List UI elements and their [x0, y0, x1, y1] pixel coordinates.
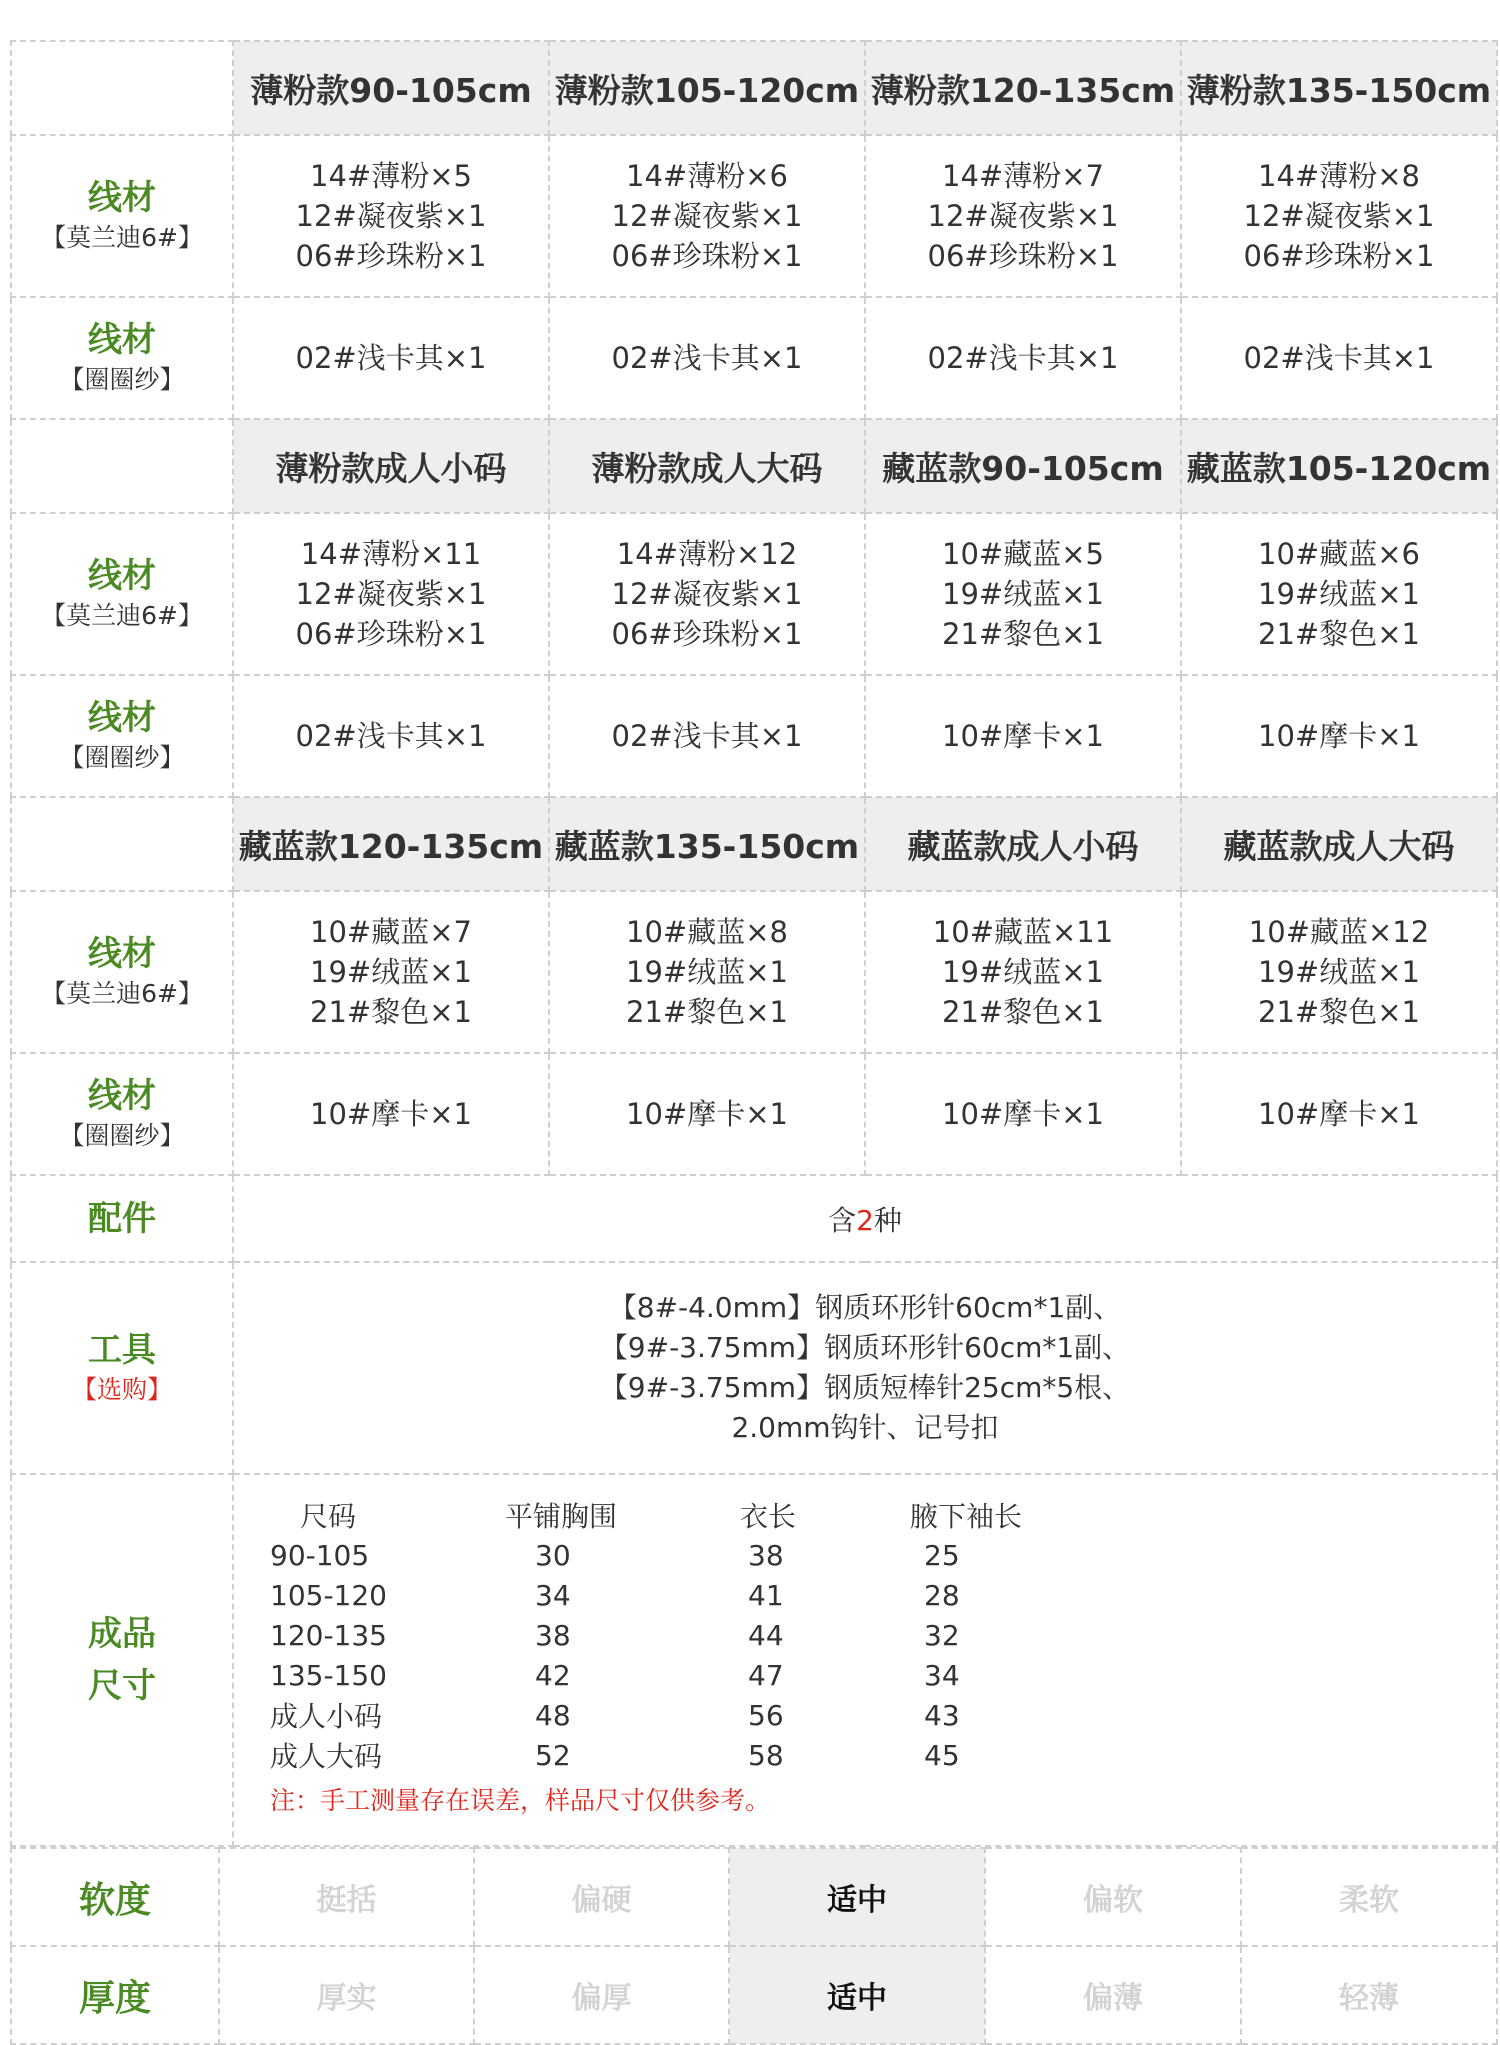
size-chart-value: 44 [748, 1618, 784, 1652]
rating-option: 轻薄 [1241, 1946, 1497, 2044]
tools-row [11, 1262, 1497, 1474]
yarn-item: 12#凝夜紫×1 [295, 577, 487, 611]
yarn-list-cell [1181, 513, 1497, 675]
yarn-list-cell [865, 135, 1181, 297]
style-size-header [233, 419, 549, 513]
header-label: 薄粉款90-105cm [250, 70, 532, 110]
yarn-item: 12#凝夜紫×1 [927, 199, 1119, 233]
yarn-list-cell [549, 513, 865, 675]
size-chart-cell [233, 1474, 1497, 1846]
size-chart-header [270, 1495, 1060, 1535]
yarn-item: 21#黎色×1 [1258, 995, 1420, 1029]
yarn-label: 线材 [88, 320, 156, 360]
row-label [11, 513, 233, 675]
yarn-item: 10#藏蓝×12 [1248, 915, 1430, 949]
yarn-label: 线材 [88, 178, 156, 218]
style-size-header [1181, 41, 1497, 135]
size-chart-value: 34 [924, 1658, 960, 1692]
size-chart [270, 1495, 1060, 1775]
yarn-item: 19#绒蓝×1 [310, 955, 472, 989]
yarn-item: 12#凝夜紫×1 [611, 577, 803, 611]
yarn-item: 02#浅卡其×1 [611, 719, 803, 753]
tool-item: 【8#-4.0mm】钢质环形针60cm*1副、 [608, 1291, 1122, 1324]
header-label: 藏蓝款90-105cm [882, 448, 1164, 488]
yarn-item: 12#凝夜紫×1 [295, 199, 487, 233]
rating-option: 偏薄 [985, 1946, 1241, 2044]
size-chart-row [270, 1735, 1060, 1775]
size-chart-value: 52 [535, 1738, 571, 1772]
yarn-item: 21#黎色×1 [942, 995, 1104, 1029]
size-chart-value: 58 [748, 1738, 784, 1772]
header-label: 薄粉款成人大码 [591, 448, 823, 488]
yarn-list-cell [549, 675, 865, 797]
header-row [11, 419, 1497, 513]
yarn-item: 10#摩卡×1 [626, 1097, 788, 1131]
yarn-spec-table [10, 40, 1498, 1847]
size-chart-value: 90-105 [270, 1538, 370, 1572]
yarn-item: 14#薄粉×11 [300, 537, 482, 571]
yarn-item: 19#绒蓝×1 [1258, 955, 1420, 989]
yarn-list-cell [1181, 675, 1497, 797]
yarn-list-cell [233, 297, 549, 419]
yarn-list-cell [1181, 891, 1497, 1053]
yarn-list-cell [233, 135, 549, 297]
yarn-type-label: 【圈圈纱】 [59, 743, 185, 772]
yarn-list-cell [1181, 297, 1497, 419]
yarn-item: 10#摩卡×1 [310, 1097, 472, 1131]
size-chart-value: 成人小码 [270, 1700, 383, 1733]
row-label [11, 1474, 233, 1846]
yarn-item: 19#绒蓝×1 [942, 955, 1104, 989]
header-label: 藏蓝款120-135cm [238, 826, 544, 866]
size-chart-value: 47 [748, 1658, 784, 1692]
header-label: 藏蓝款135-150cm [554, 826, 860, 866]
size-chart-value: 38 [748, 1538, 784, 1572]
size-chart-value: 43 [924, 1698, 960, 1732]
tool-item: 2.0mm钩针、记号扣 [731, 1411, 999, 1444]
header-label: 薄粉款120-135cm [870, 70, 1176, 110]
header-label: 藏蓝款105-120cm [1186, 448, 1492, 488]
yarn-list-cell [233, 891, 549, 1053]
size-chart-value: 32 [924, 1618, 960, 1652]
row-label [11, 1053, 233, 1175]
yarn-label: 线材 [88, 934, 156, 974]
style-size-header [1181, 797, 1497, 891]
yarn-item: 10#藏蓝×8 [626, 915, 788, 949]
size-chart-value: 45 [924, 1738, 960, 1772]
yarn-item: 06#珍珠粉×1 [295, 239, 487, 273]
yarn-list-cell [233, 513, 549, 675]
measurement-note: 注：手工测量存在误差，样品尺寸仅供参考。 [270, 1786, 771, 1815]
size-chart-value: 120-135 [270, 1618, 387, 1652]
yarn-item: 02#浅卡其×1 [295, 341, 487, 375]
style-size-header [233, 797, 549, 891]
size-chart-value: 135-150 [270, 1658, 387, 1692]
size-chart-value: 48 [535, 1698, 571, 1732]
yarn-item: 14#薄粉×7 [942, 159, 1104, 193]
blank-cell [11, 41, 233, 135]
size-column-header: 腋下袖长 [910, 1500, 1023, 1533]
yarn-item: 14#薄粉×6 [626, 159, 788, 193]
style-size-header [549, 41, 865, 135]
size-chart-value: 41 [748, 1578, 784, 1612]
size-chart-row [270, 1535, 1060, 1575]
yarn-label: 线材 [88, 698, 156, 738]
rating-option-selected: 适中 [729, 1848, 985, 1946]
yarn-type-label: 【莫兰迪6#】 [41, 601, 203, 630]
yarn-item: 21#黎色×1 [1258, 617, 1420, 651]
yarn-item: 02#浅卡其×1 [611, 341, 803, 375]
morandi-yarn-row [11, 135, 1497, 297]
yarn-item: 14#薄粉×12 [616, 537, 798, 571]
yarn-item: 19#绒蓝×1 [626, 955, 788, 989]
yarn-item: 06#珍珠粉×1 [611, 239, 803, 273]
yarn-item: 06#珍珠粉×1 [1243, 239, 1435, 273]
rating-option: 偏硬 [474, 1848, 729, 1946]
loop-yarn-row [11, 297, 1497, 419]
yarn-item: 02#浅卡其×1 [927, 341, 1119, 375]
style-size-header [1181, 419, 1497, 513]
yarn-list-cell [865, 675, 1181, 797]
size-chart-row [270, 1615, 1060, 1655]
row-label [11, 1175, 233, 1262]
yarn-item: 19#绒蓝×1 [1258, 577, 1420, 611]
row-label [11, 675, 233, 797]
size-chart-value: 34 [535, 1578, 571, 1612]
yarn-item: 12#凝夜紫×1 [611, 199, 803, 233]
header-label: 薄粉款成人小码 [275, 448, 507, 488]
yarn-item: 10#摩卡×1 [942, 1097, 1104, 1131]
row-label [11, 297, 233, 419]
tool-item: 【9#-3.75mm】钢质短棒针25cm*5根、 [599, 1371, 1131, 1404]
style-size-header [549, 797, 865, 891]
yarn-label: 线材 [88, 1076, 156, 1116]
yarn-item: 12#凝夜紫×1 [1243, 199, 1435, 233]
yarn-list-cell [233, 1053, 549, 1175]
yarn-item: 14#薄粉×5 [310, 159, 472, 193]
yarn-item: 14#薄粉×8 [1258, 159, 1420, 193]
tool-item: 【9#-3.75mm】钢质环形针60cm*1副、 [599, 1331, 1131, 1364]
rating-label: 软度 [11, 1848, 219, 1946]
loop-yarn-row [11, 675, 1497, 797]
blank-cell [11, 419, 233, 513]
accessories-value [233, 1175, 1497, 1262]
size-chart-value: 25 [924, 1538, 960, 1572]
softness-row [11, 1848, 1497, 1946]
yarn-item: 10#摩卡×1 [942, 719, 1104, 753]
size-column-header: 衣长 [740, 1500, 797, 1533]
yarn-item: 02#浅卡其×1 [295, 719, 487, 753]
yarn-list-cell [1181, 1053, 1497, 1175]
yarn-item: 10#藏蓝×11 [932, 915, 1114, 949]
yarn-list-cell [865, 297, 1181, 419]
yarn-list-cell [233, 675, 549, 797]
morandi-yarn-row [11, 891, 1497, 1053]
style-size-header [865, 419, 1181, 513]
morandi-yarn-row [11, 513, 1497, 675]
optional-label: 【选购】 [71, 1375, 172, 1404]
size-column-header: 平铺胸围 [505, 1500, 618, 1533]
thickness-row [11, 1946, 1497, 2044]
yarn-list-cell [1181, 135, 1497, 297]
tools-list [233, 1262, 1497, 1474]
rating-option: 偏厚 [474, 1946, 729, 2044]
size-chart-value: 56 [748, 1698, 784, 1732]
yarn-list-cell [865, 891, 1181, 1053]
rating-table [10, 1847, 1498, 2045]
size-chart-value: 30 [535, 1538, 571, 1572]
yarn-list-cell [549, 891, 865, 1053]
size-chart-value: 成人大码 [270, 1740, 383, 1773]
yarn-item: 19#绒蓝×1 [942, 577, 1104, 611]
rating-option-selected: 适中 [729, 1946, 985, 2044]
yarn-label: 线材 [88, 556, 156, 596]
blank-cell [11, 797, 233, 891]
size-chart-row [270, 1575, 1060, 1615]
size-chart-value: 28 [924, 1578, 960, 1612]
yarn-item: 10#藏蓝×5 [942, 537, 1104, 571]
loop-yarn-row [11, 1053, 1497, 1175]
size-label: 尺寸 [88, 1666, 156, 1706]
rating-option: 厚实 [219, 1946, 474, 2044]
accessories-prefix: 含 [828, 1203, 857, 1237]
rating-option: 挺括 [219, 1848, 474, 1946]
accessories-label: 配件 [88, 1198, 156, 1239]
accessories-suffix: 种 [873, 1203, 902, 1237]
header-row [11, 797, 1497, 891]
yarn-item: 21#黎色×1 [942, 617, 1104, 651]
yarn-list-cell [549, 135, 865, 297]
header-label: 藏蓝款成人小码 [907, 826, 1139, 866]
row-label [11, 1262, 233, 1474]
yarn-type-label: 【莫兰迪6#】 [41, 223, 203, 252]
finished-label: 成品 [88, 1614, 156, 1654]
header-label: 薄粉款105-120cm [554, 70, 860, 110]
header-row [11, 41, 1497, 135]
size-chart-row [270, 1695, 1060, 1735]
header-label: 薄粉款135-150cm [1186, 70, 1492, 110]
yarn-item: 02#浅卡其×1 [1243, 341, 1435, 375]
yarn-type-label: 【莫兰迪6#】 [41, 979, 203, 1008]
size-chart-value: 38 [535, 1618, 571, 1652]
rating-label: 厚度 [11, 1946, 219, 2044]
header-label: 藏蓝款成人大码 [1223, 826, 1455, 866]
size-chart-value: 105-120 [270, 1578, 387, 1612]
tools-label: 工具 [88, 1330, 156, 1370]
rating-option: 偏软 [985, 1848, 1241, 1946]
style-size-header [233, 41, 549, 135]
yarn-item: 21#黎色×1 [310, 995, 472, 1029]
size-chart-row [270, 1655, 1060, 1695]
yarn-item: 06#珍珠粉×1 [295, 617, 487, 651]
yarn-item: 21#黎色×1 [626, 995, 788, 1029]
yarn-list-cell [865, 1053, 1181, 1175]
yarn-item: 06#珍珠粉×1 [927, 239, 1119, 273]
row-label [11, 891, 233, 1053]
accessories-row [11, 1175, 1497, 1262]
yarn-item: 10#摩卡×1 [1258, 719, 1420, 753]
size-column-header: 尺码 [300, 1500, 357, 1533]
style-size-header [549, 419, 865, 513]
product-spec-sheet [10, 40, 1496, 2045]
row-label [11, 135, 233, 297]
yarn-item: 06#珍珠粉×1 [611, 617, 803, 651]
yarn-item: 10#摩卡×1 [1258, 1097, 1420, 1131]
rating-option: 柔软 [1241, 1848, 1497, 1946]
style-size-header [865, 41, 1181, 135]
yarn-list-cell [549, 297, 865, 419]
style-size-header [865, 797, 1181, 891]
yarn-type-label: 【圈圈纱】 [59, 1121, 185, 1150]
yarn-list-cell [549, 1053, 865, 1175]
yarn-item: 10#藏蓝×7 [310, 915, 472, 949]
size-chart-value: 42 [535, 1658, 571, 1692]
yarn-type-label: 【圈圈纱】 [59, 365, 185, 394]
yarn-list-cell [865, 513, 1181, 675]
accessories-count: 2 [856, 1203, 874, 1237]
finished-size-row [11, 1474, 1497, 1846]
yarn-item: 10#藏蓝×6 [1258, 537, 1420, 571]
